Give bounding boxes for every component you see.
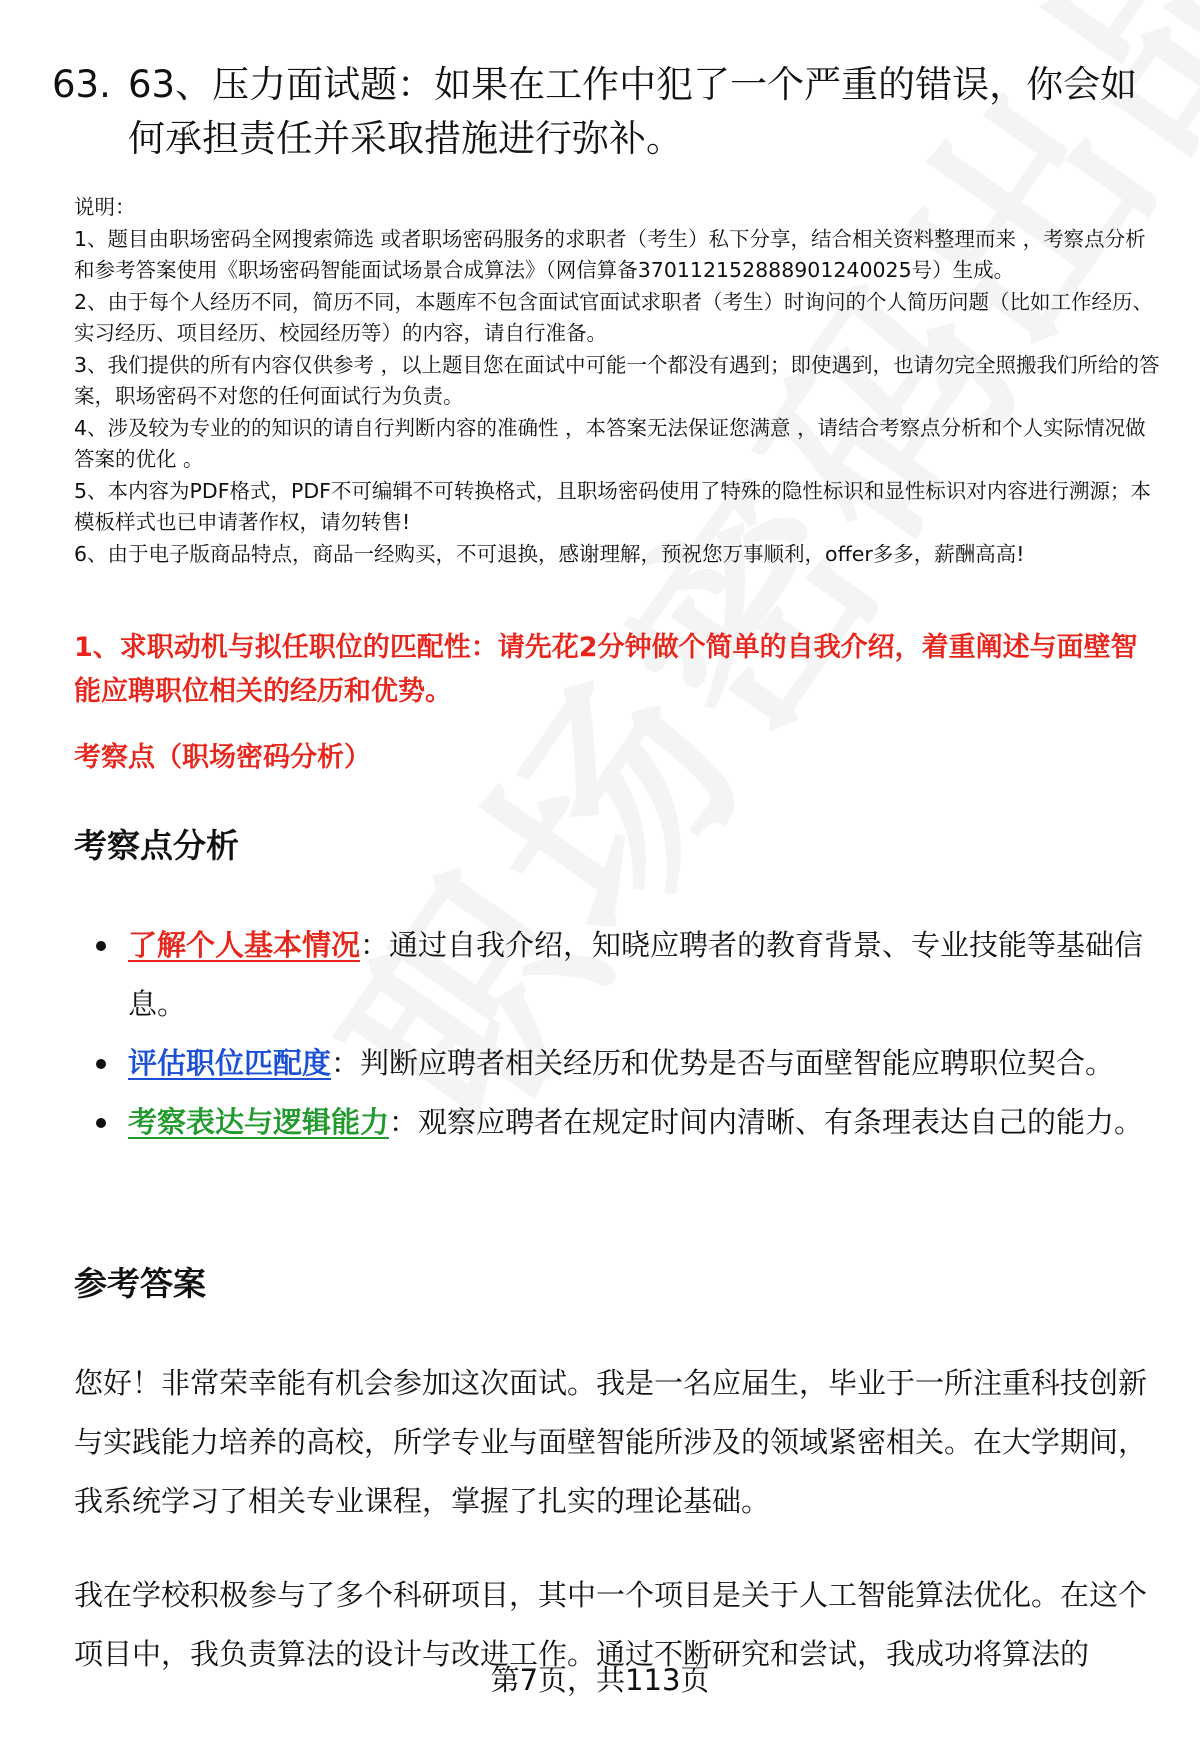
analysis-bullet-list [96, 916, 1156, 1152]
disclaimer-notes [74, 192, 1160, 570]
notes-label: 说明： [74, 195, 136, 219]
note-item: 4、涉及较为专业的的知识的请自行判断内容的准确性 ，本答案无法保证您满意 ，请结合考察点分析和个人实际情况做答案的优化 。 [74, 415, 1146, 471]
note-item: 6、由于电子版商品特点，商品一经购买，不可退换，感谢理解，预祝您万事顺利，offer多多，薪酬高高! [74, 541, 1025, 566]
bullet-dot-icon [96, 1118, 106, 1128]
bullet-dot-icon [96, 1059, 106, 1069]
bullet-item [96, 916, 1156, 1034]
bullet-text: ：观察应聘者在规定时间内清晰、有条理表达自己的能力。 [389, 1105, 1144, 1139]
bullet-item [96, 1034, 1156, 1093]
bullet-keyword: 了解个人基本情况 [128, 928, 361, 962]
analysis-heading: 考察点分析 [74, 826, 239, 865]
question-number: 63. [52, 63, 111, 106]
bullet-keyword: 考察表达与逻辑能力 [128, 1105, 390, 1139]
note-item: 5、本内容为PDF格式，PDF不可编辑不可转换格式，且职场密码使用了特殊的隐性标识和显性标识对内容进行溯源；本模板样式也已申请著作权，请勿转售! [74, 478, 1151, 534]
answer-paragraph: 您好！非常荣幸能有机会参加这次面试。我是一名应届生，毕业于一所注重科技创新与实践能力培养的高校，所学专业与面壁智能所涉及的领域紧密相关。在大学期间，我系统学习了相关专业课程，掌握了扎实的理论基础。 [74, 1366, 1148, 1518]
note-item: 2、由于每个人经历不同，简历不同，本题库不包含面试官面试求职者（考生）时询问的个人简历问题（比如工作经历、实习经历、项目经历、校园经历等）的内容，请自行准备。 [74, 289, 1154, 345]
note-item: 1、题目由职场密码全网搜索筛选 或者职场密码服务的求职者（考生）私下分享，结合相关资料整理而来 ，考察点分析和参考答案使用《职场密码智能面试场景合成算法》（网信算备370112152888901240025号）生成。 [74, 226, 1146, 282]
bullet-text: ：通过自我介绍，知晓应聘者的教育背景、专业技能等基础信息。 [128, 928, 1144, 1021]
question-title [52, 58, 1162, 166]
sub-question-heading: 1、求职动机与拟任职位的匹配性：请先花2分钟做个简单的自我介绍，着重阐述与面壁智能应聘职位相关的经历和优势。 [74, 632, 1138, 707]
question-text: 63、压力面试题：如果在工作中犯了一个严重的错误，你会如何承担责任并采取措施进行弥补。 [128, 63, 1138, 160]
analysis-label: 考察点（职场密码分析） [74, 742, 371, 773]
bullet-dot-icon [96, 941, 106, 951]
bullet-text: ：判断应聘者相关经历和优势是否与面壁智能应聘职位契合。 [331, 1046, 1115, 1080]
bullet-item [96, 1093, 1156, 1152]
answer-paragraph: 我在学校积极参与了多个科研项目，其中一个项目是关于人工智能算法优化。在这个项目中，我负责算法的设计与改进工作。通过不断研究和尝试，我成功将算法的 [74, 1578, 1148, 1671]
answer-heading: 参考答案 [74, 1264, 206, 1303]
page-footer: 第7页，共113页 [490, 1663, 710, 1697]
bullet-keyword: 评估职位匹配度 [128, 1046, 332, 1080]
note-item: 3、我们提供的所有内容仅供参考 ，以上题目您在面试中可能一个都没有遇到；即使遇到，也请勿完全照搬我们所给的答案，职场密码不对您的任何面试行为负责。 [74, 352, 1160, 408]
